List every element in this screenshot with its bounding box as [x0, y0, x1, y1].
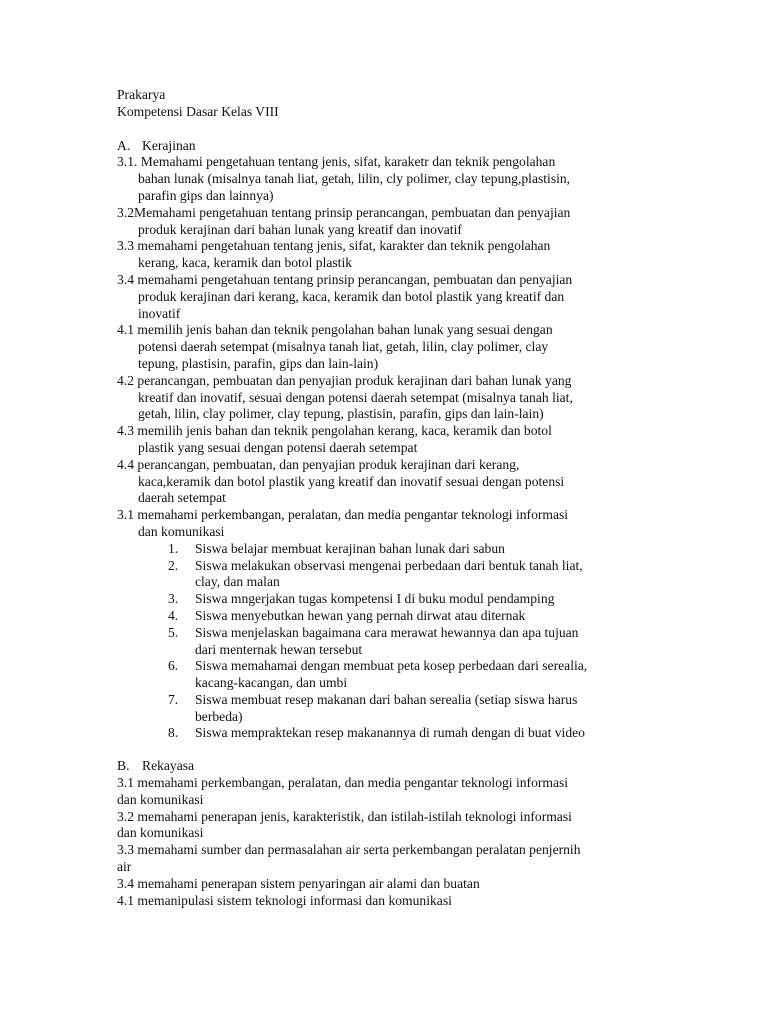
activity-step	[117, 692, 647, 726]
section-letter: A.	[117, 137, 131, 153]
competency-text-line: 3.4 memahami penerapan sistem penyaringan air alami dan buatan	[117, 875, 480, 891]
section-letter: B.	[117, 758, 130, 774]
competency-text-line: 4.3 memilih jenis bahan dan teknik pengolahan kerang, kaca, keramik dan botol	[117, 423, 552, 439]
step-text-line: Siswa mempraktekan resep makanannya di rumah dengan di buat video	[195, 725, 585, 741]
activity-steps-list	[117, 541, 647, 743]
step-text-line: dari menternak hewan tersebut	[195, 641, 363, 657]
competency-text-line: parafin gips dan lainnya)	[138, 187, 274, 203]
competency-text-line: 4.1 memilih jenis bahan dan teknik pengolahan bahan lunak yang sesuai dengan	[117, 322, 553, 338]
competency-item	[117, 842, 647, 876]
step-text-line: Siswa mngerjakan tugas kompetensi I di buku modul pendamping	[195, 591, 555, 607]
step-number: 4.	[168, 607, 179, 623]
step-text-line: Siswa melakukan observasi mengenai perbedaan dari bentuk tanah liat,	[195, 557, 583, 573]
competency-text-line: dan komunikasi	[117, 825, 204, 841]
competency-text-line: 3.3 memahami sumber dan permasalahan air serta perkembangan peralatan penjernih	[117, 842, 581, 858]
competency-item	[117, 507, 647, 541]
competency-item	[117, 272, 647, 322]
competency-text-line: 3.3 memahami pengetahuan tentang jenis, sifat, karakter dan teknik pengolahan	[117, 238, 551, 254]
competency-list	[117, 775, 647, 909]
step-text-line: Siswa menjelaskan bagaimana cara merawat hewannya dan apa tujuan	[195, 624, 579, 640]
competency-item	[117, 205, 647, 239]
section-b	[117, 758, 647, 909]
competency-item	[117, 876, 647, 893]
section-heading	[117, 758, 647, 775]
competency-item	[117, 322, 647, 372]
competency-text-line: air	[117, 859, 132, 875]
step-number: 7.	[168, 691, 179, 707]
competency-text-line: plastik yang sesuai dengan potensi daerah setempat	[138, 439, 418, 455]
step-text-line: clay, dan malan	[195, 574, 280, 590]
competency-text-line: 4.4 perancangan, pembuatan, dan penyajian produk kerajinan dari kerang,	[117, 456, 520, 472]
step-text-line: Siswa memahamai dengan membuat peta kosep perbedaan dari serealia,	[195, 658, 588, 674]
step-number: 6.	[168, 658, 179, 674]
competency-text-line: 3.1 memahami perkembangan, peralatan, dan media pengantar teknologi informasi	[117, 507, 569, 523]
activity-step	[117, 558, 647, 592]
competency-text-line: daerah setempat	[138, 490, 226, 506]
competency-text-line: 3.2Memahami pengetahuan tentang prinsip perancangan, pembuatan dan penyajian	[117, 204, 571, 220]
competency-text-line: 4.1 memanipulasi sistem teknologi informasi dan komunikasi	[117, 892, 452, 908]
step-text-line: Siswa menyebutkan hewan yang pernah dirwat atau diternak	[195, 607, 526, 623]
competency-text-line: dan komunikasi	[117, 791, 204, 807]
competency-text-line: kaca,keramik dan botol plastik yang kreatif dan inovatif sesuai dengan potensi	[138, 473, 565, 489]
competency-text-line: kreatif dan inovatif, sesuai dengan potensi daerah setempat (misalnya tanah liat,	[138, 389, 573, 405]
activity-step	[117, 658, 647, 692]
document-page	[117, 87, 647, 909]
competency-text-line: dan komunikasi	[138, 523, 225, 539]
competency-item	[117, 373, 647, 423]
step-text-line: kacang-kacangan, dan umbi	[195, 675, 348, 691]
competency-item	[117, 238, 647, 272]
activity-step	[117, 625, 647, 659]
competency-text-line: 3.4 memahami pengetahuan tentang prinsip perancangan, pembuatan dan penyajian	[117, 271, 573, 287]
competency-item	[117, 154, 647, 204]
step-number: 1.	[168, 540, 179, 556]
competency-text-line: produk kerajinan dari bahan lunak yang kreatif dan inovatif	[138, 221, 462, 237]
step-number: 3.	[168, 591, 179, 607]
activity-step	[117, 541, 647, 558]
step-text-line: Siswa membuat resep makanan dari bahan serealia (setiap siswa harus	[195, 691, 578, 707]
step-number: 8.	[168, 725, 179, 741]
competency-text-line: inovatif	[138, 305, 181, 321]
spacer	[117, 742, 647, 758]
activity-step	[117, 591, 647, 608]
section-a	[117, 138, 647, 743]
spacer	[117, 121, 647, 138]
step-number: 2.	[168, 557, 179, 573]
step-number: 5.	[168, 624, 179, 640]
competency-text-line: 3.2 memahami penerapan jenis, karakteristik, dan istilah-istilah teknologi informasi	[117, 808, 572, 824]
competency-text-line: 3.1. Memahami pengetahuan tentang jenis, sifat, karaketr dan teknik pengolahan	[117, 154, 556, 170]
competency-text-line: bahan lunak (misalnya tanah liat, getah, lilin, cly polimer, clay tepung,plastisin,	[138, 171, 571, 187]
competency-text-line: kerang, kaca, keramik dan botol plastik	[138, 255, 353, 271]
competency-list	[117, 154, 647, 540]
section-title: Kerajinan	[142, 137, 196, 153]
subject-title: Prakarya	[117, 87, 166, 102]
competency-item	[117, 809, 647, 843]
document-title: Kompetensi Dasar Kelas VIII	[117, 103, 279, 119]
section-heading	[117, 138, 647, 155]
activity-step	[117, 725, 647, 742]
competency-text-line: potensi daerah setempat (misalnya tanah liat, getah, lilin, clay polimer, clay	[138, 339, 549, 355]
competency-text-line: 3.1 memahami perkembangan, peralatan, dan media pengantar teknologi informasi	[117, 775, 569, 791]
competency-item	[117, 423, 647, 457]
competency-item	[117, 775, 647, 809]
activity-step	[117, 608, 647, 625]
competency-item	[117, 457, 647, 507]
step-text-line: berbeda)	[195, 708, 243, 724]
section-title: Rekayasa	[142, 758, 195, 774]
step-text-line: Siswa belajar membuat kerajinan bahan lunak dari sabun	[195, 540, 505, 556]
competency-text-line: 4.2 perancangan, pembuatan dan penyajian produk kerajinan dari bahan lunak yang	[117, 372, 572, 388]
competency-text-line: getah, lilin, clay polimer, clay tepung, plastisin, parafin, gips dan lain-lain)	[138, 406, 544, 422]
competency-text-line: produk kerajinan dari kerang, kaca, keramik dan botol plastik yang kreatif dan	[138, 288, 565, 304]
competency-item	[117, 893, 647, 910]
competency-text-line: tepung, plastisin, parafin, gips dan lain-lain)	[138, 355, 379, 371]
